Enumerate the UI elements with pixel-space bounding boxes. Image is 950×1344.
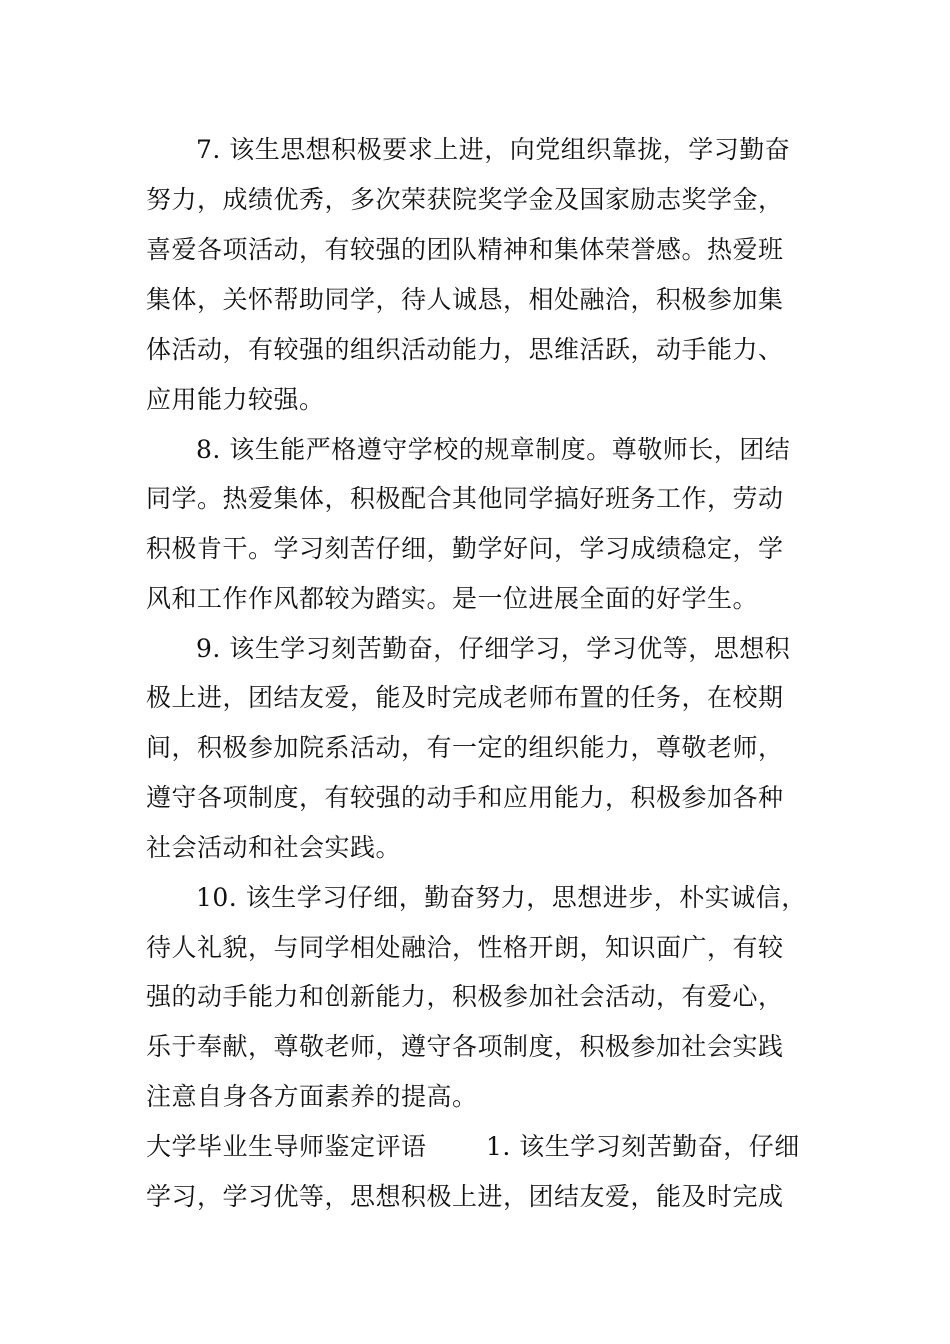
paragraph-8-line-1: 8. 该生能严格遵守学校的规章制度。尊敬师长，团结	[196, 435, 791, 464]
section-heading-line: 大学毕业生导师鉴定评语 1. 该生学习刻苦勤奋，仔细	[146, 1132, 800, 1161]
paragraph-7-line-6: 应用能力较强。	[146, 385, 325, 414]
paragraph-7-line-4: 集体，关怀帮助同学，待人诚恳，相处融洽，积极参加集	[146, 285, 784, 314]
paragraph-8-line-3: 积极肯干。学习刻苦仔细，勤学好问，学习成绩稳定，学	[146, 534, 784, 563]
paragraph-7-line-1: 7. 该生思想积极要求上进，向党组织靠拢，学习勤奋	[196, 135, 791, 164]
paragraph-9-line-3: 间，积极参加院系活动，有一定的组织能力，尊敬老师，	[146, 733, 784, 762]
paragraph-1-line-2: 学习，学习优等，思想积极上进，团结友爱，能及时完成	[146, 1182, 784, 1211]
paragraph-7-line-5: 体活动，有较强的组织活动能力，思维活跃，动手能力、	[146, 335, 784, 364]
paragraph-8-line-4: 风和工作作风都较为踏实。是一位进展全面的好学生。	[146, 584, 759, 613]
paragraph-8-line-2: 同学。热爱集体，积极配合其他同学搞好班务工作，劳动	[146, 484, 784, 513]
paragraph-10-line-2: 待人礼貌，与同学相处融洽，性格开朗，知识面广，有较	[146, 933, 784, 962]
paragraph-9-line-2: 极上进，团结友爱，能及时完成老师布置的任务，在校期	[146, 683, 784, 712]
paragraph-9-line-4: 遵守各项制度，有较强的动手和应用能力，积极参加各种	[146, 783, 784, 812]
paragraph-7-line-3: 喜爱各项活动，有较强的团队精神和集体荣誉感。热爱班	[146, 235, 784, 264]
paragraph-10-line-5: 注意自身各方面素养的提高。	[146, 1082, 478, 1111]
paragraph-9-line-5: 社会活动和社会实践。	[146, 833, 402, 862]
paragraph-10-line-3: 强的动手能力和创新能力，积极参加社会活动，有爱心，	[146, 982, 784, 1011]
paragraph-10-line-1: 10. 该生学习仔细，勤奋努力，思想进步，朴实诚信，	[196, 883, 807, 912]
paragraph-9-line-1: 9. 该生学习刻苦勤奋，仔细学习，学习优等，思想积	[196, 634, 791, 663]
paragraph-10-line-4: 乐于奉献，尊敬老师，遵守各项制度，积极参加社会实践	[146, 1032, 784, 1061]
paragraph-7-line-2: 努力，成绩优秀，多次荣获院奖学金及国家励志奖学金，	[146, 185, 784, 214]
